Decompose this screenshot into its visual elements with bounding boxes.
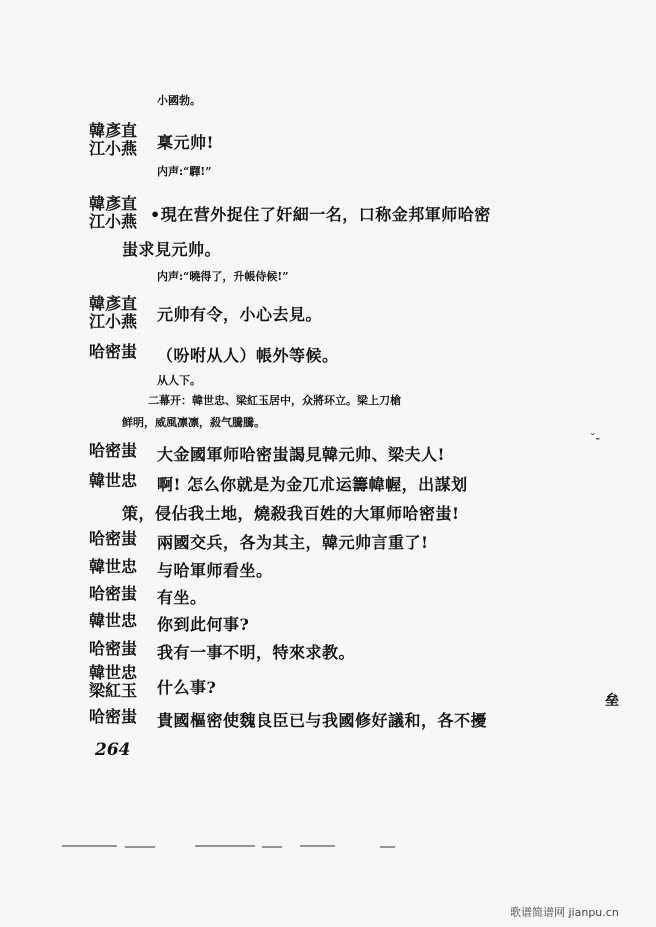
page-number: 264: [95, 740, 131, 760]
stage-text-line: 小國勃。: [157, 94, 201, 107]
dialogue-line: 兩國交兵，各为其主，韓元帅言重了!: [157, 533, 429, 552]
speaker-pair: [89, 122, 137, 158]
watermark: 歌谱简谱网 jianpu.cn: [510, 906, 619, 919]
dialogue-line: 貴國樞密使魏良臣已与我國修好議和，各不擾: [157, 711, 488, 730]
speaker-name: 韓世忠: [89, 611, 138, 630]
scan-artifact: [62, 845, 117, 847]
speaker-pair: [89, 664, 137, 700]
scan-artifact: [195, 845, 255, 847]
speaker-name: 哈密蚩: [89, 707, 138, 726]
dialogue-line: 元帅有令，小心去見。: [157, 305, 323, 324]
speaker-name: 韓世忠: [89, 557, 138, 576]
speaker-name: 哈密蚩: [89, 584, 138, 603]
dialogue-continuation: 蚩求見元帅。: [122, 240, 222, 259]
scan-artifact: [380, 846, 395, 848]
dialogue-continuation: 策，侵佔我土地，燒殺我百姓的大軍师哈密蚩!: [122, 504, 460, 523]
offstage-voice: 内声:“曉得了，升帳侍候!”: [157, 270, 289, 283]
dialogue-line: 什么事?: [157, 678, 217, 697]
stage-direction: 从人下。: [157, 374, 201, 387]
speaker-name: 韓世忠: [89, 471, 138, 490]
speaker-name: 哈密蚩: [89, 639, 138, 658]
dialogue-line: 与哈軍师看坐。: [157, 561, 273, 580]
speaker-name: 韓彥直: [89, 194, 138, 213]
dialogue-line: 大金國軍师哈密蚩謁見韓元帅、梁夫人!: [157, 445, 446, 464]
scan-artifact: [300, 845, 335, 847]
stage-direction: 鲜明，威風凛凛，殺气騰騰。: [122, 416, 265, 429]
dialogue-line: 你到此何事?: [157, 615, 250, 634]
dialogue-line: 稟元帅!: [157, 133, 215, 152]
speaker-name: 江小燕: [89, 212, 138, 231]
speaker-name: 韓世忠: [89, 663, 138, 682]
dialogue-line: 有坐。: [157, 588, 207, 607]
stage-direction: 二幕开：韓世忠、梁紅玉居中，众將环立。梁上刀槍: [148, 394, 401, 407]
speaker-name: 哈密蚩: [89, 342, 138, 361]
speaker-pair: [89, 295, 137, 331]
speaker-name: 韓彥直: [89, 121, 138, 140]
speaker-pair: [89, 195, 137, 231]
speaker-name: 哈密蚩: [89, 529, 138, 548]
speaker-name: 韓彥直: [89, 294, 138, 313]
scan-artifact: [125, 846, 155, 848]
speaker-name: 哈密蚩: [89, 441, 138, 460]
offstage-voice: 内声:“驛!”: [157, 165, 212, 178]
margin-mark: 垒: [605, 693, 619, 709]
scan-artifact: [262, 846, 282, 848]
speaker-name: 江小燕: [89, 139, 138, 158]
dialogue-line: •現在营外捉住了奸細一名，口称金邦軍师哈密: [150, 205, 491, 224]
dialogue-line: 啊! 怎么你就是为金兀朮运籌幃幄，出謀划: [157, 475, 468, 494]
margin-tick: ˇ-: [590, 432, 601, 445]
dialogue-line: （吩咐从人）帳外等候。: [157, 346, 339, 365]
speaker-name: 江小燕: [89, 312, 138, 331]
speaker-name: 梁紅玉: [89, 681, 138, 700]
dialogue-line: 我有一事不明，特來求教。: [157, 643, 356, 662]
